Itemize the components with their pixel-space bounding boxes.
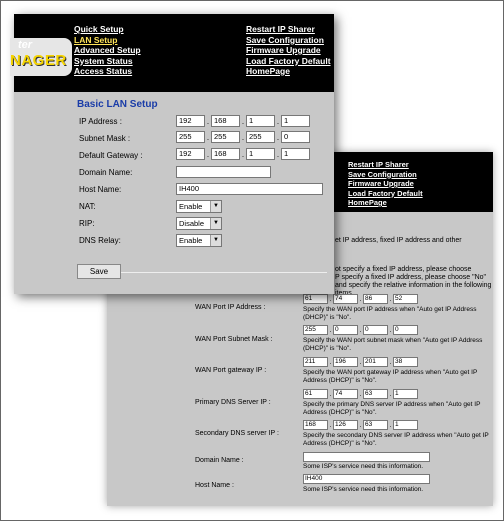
action-load-factory-default[interactable]: Load Factory Default — [246, 55, 331, 66]
wan-domain-name-input[interactable] — [303, 452, 430, 462]
wan-ip-octet-3[interactable]: 86 — [363, 294, 388, 304]
main-nav-menu — [74, 24, 141, 77]
wan-domain-name-label: Domain Name : — [195, 457, 244, 464]
default-gateway-input-group: 192 . 168 . 1 . 1 — [176, 148, 310, 160]
logo-text-bottom: NAGER — [10, 52, 67, 69]
secondary-dns-octet-4[interactable]: 1 — [393, 420, 418, 430]
primary-dns-label: Primary DNS Server IP : — [195, 399, 271, 406]
action-homepage[interactable]: HomePage — [246, 66, 290, 76]
menu-homepage[interactable]: HomePage — [348, 198, 387, 207]
wan-intro-line-4: and specify the relative information in the following — [335, 282, 492, 289]
nat-label: NAT: — [79, 202, 96, 211]
default-gateway-octet-1[interactable]: 192 — [176, 148, 205, 160]
default-gateway-octet-2[interactable]: 168 — [211, 148, 240, 160]
host-name-input[interactable]: IH400 — [176, 183, 323, 195]
ip-address-octet-2[interactable]: 168 — [211, 115, 240, 127]
subnet-mask-label: Subnet Mask : — [79, 134, 131, 143]
wan-ip-help: Specify the WAN port IP address when "Auto get IP Address (DHCP)" is "No". — [303, 306, 477, 321]
wan-gateway-input-group: 211 . 196 . 201 . 38 — [303, 357, 418, 367]
dns-relay-select-value: Enable — [179, 236, 203, 245]
secondary-dns-octet-3[interactable]: 63 — [363, 420, 388, 430]
secondary-dns-help: Specify the secondary DNS server IP address when "Auto get IP Address (DHCP)" is "No". — [303, 432, 489, 447]
primary-dns-octet-1[interactable]: 61 — [303, 389, 328, 399]
domain-name-input[interactable] — [176, 166, 271, 178]
action-firmware-upgrade[interactable]: Firmware Upgrade — [246, 45, 321, 55]
wan-intro-line-2: ot specify a fixed IP address, please choose — [335, 266, 472, 273]
wan-ip-label: WAN Port IP Address : — [195, 304, 266, 311]
menu-restart-ip-sharer[interactable]: Restart IP Sharer — [348, 160, 409, 169]
menu-firmware-upgrade[interactable]: Firmware Upgrade — [348, 179, 414, 188]
ip-address-octet-3[interactable]: 1 — [246, 115, 275, 127]
action-save-configuration[interactable]: Save Configuration — [246, 34, 324, 45]
wan-header-menu — [348, 160, 423, 208]
nav-access-status[interactable]: Access Status — [74, 66, 133, 76]
wan-ip-octet-4[interactable]: 52 — [393, 294, 418, 304]
wan-mask-octet-2[interactable]: 0 — [333, 325, 358, 335]
secondary-dns-label: Secondary DNS server IP : — [195, 430, 279, 437]
default-gateway-label: Default Gateway : — [79, 151, 143, 160]
wan-gateway-octet-3[interactable]: 201 — [363, 357, 388, 367]
default-gateway-octet-3[interactable]: 1 — [246, 148, 275, 160]
action-restart-ip-sharer[interactable]: Restart IP Sharer — [246, 24, 315, 34]
ip-address-octet-4[interactable]: 1 — [281, 115, 310, 127]
ip-address-input-group: 192 . 168 . 1 . 1 — [176, 115, 310, 127]
dns-relay-select[interactable] — [176, 234, 222, 247]
wan-mask-label: WAN Port Subnet Mask : — [195, 336, 273, 343]
wan-intro-line-1: et IP address, fixed IP address and other — [335, 237, 462, 244]
subnet-mask-octet-2[interactable]: 255 — [211, 131, 240, 143]
rip-label: RIP: — [79, 219, 95, 228]
host-name-label: Host Name: — [79, 185, 122, 194]
wan-mask-help: Specify the WAN port subnet mask when "Auto get IP Address (DHCP)" is "No". — [303, 337, 483, 352]
rip-select-value: Disable — [179, 219, 205, 228]
wan-mask-octet-1[interactable]: 255 — [303, 325, 328, 335]
chevron-down-icon[interactable]: ▼ — [210, 201, 221, 212]
wan-ip-octet-1[interactable]: 61 — [303, 294, 328, 304]
page-title: Basic LAN Setup — [77, 99, 158, 110]
primary-dns-input-group: 61 . 74 . 63 . 1 — [303, 389, 418, 399]
wan-host-name-label: Host Name : — [195, 482, 234, 489]
primary-dns-octet-3[interactable]: 63 — [363, 389, 388, 399]
wan-ip-input-group: 61 . 74 . 86 . 52 — [303, 294, 418, 304]
subnet-mask-octet-4[interactable]: 0 — [281, 131, 310, 143]
wan-intro-line-3: P specify a fixed IP address, please choose "No" — [335, 274, 487, 281]
primary-dns-octet-4[interactable]: 1 — [393, 389, 418, 399]
wan-gateway-octet-2[interactable]: 196 — [333, 357, 358, 367]
nav-quick-setup[interactable]: Quick Setup — [74, 24, 124, 34]
secondary-dns-octet-1[interactable]: 168 — [303, 420, 328, 430]
wan-mask-input-group: 255 . 0 . 0 . 0 — [303, 325, 418, 335]
wan-host-name-help: Some ISP's service need this information. — [303, 486, 424, 493]
wan-gateway-octet-4[interactable]: 38 — [393, 357, 418, 367]
rip-select[interactable] — [176, 217, 222, 230]
menu-save-configuration[interactable]: Save Configuration — [348, 169, 417, 179]
chevron-down-icon[interactable]: ▼ — [210, 235, 221, 246]
wan-host-name-input[interactable]: IH400 — [303, 474, 430, 484]
wan-gateway-octet-1[interactable]: 211 — [303, 357, 328, 367]
wan-gateway-help: Specify the WAN port gateway IP address when "Auto get IP Address (DHCP)" is "No". — [303, 369, 478, 384]
chevron-down-icon[interactable]: ▼ — [210, 218, 221, 229]
default-gateway-octet-4[interactable]: 1 — [281, 148, 310, 160]
subnet-mask-octet-1[interactable]: 255 — [176, 131, 205, 143]
ip-address-label: IP Address : — [79, 117, 122, 126]
dns-relay-label: DNS Relay: — [79, 236, 121, 245]
wan-gateway-label: WAN Port gateway IP : — [195, 367, 267, 374]
router-manager-logo — [10, 38, 72, 76]
secondary-dns-octet-2[interactable]: 126 — [333, 420, 358, 430]
wan-domain-name-help: Some ISP's service need this information. — [303, 463, 424, 470]
subnet-mask-octet-3[interactable]: 255 — [246, 131, 275, 143]
nav-system-status[interactable]: System Status — [74, 55, 133, 66]
primary-dns-help: Specify the primary DNS server IP address when "Auto get IP Address (DHCP)" is "No". — [303, 401, 481, 416]
save-button[interactable]: Save — [77, 264, 121, 279]
wan-mask-octet-3[interactable]: 0 — [363, 325, 388, 335]
wan-ip-octet-2[interactable]: 74 — [333, 294, 358, 304]
nav-advanced-setup[interactable]: Advanced Setup — [74, 45, 141, 55]
ip-address-octet-1[interactable]: 192 — [176, 115, 205, 127]
menu-load-factory-default[interactable]: Load Factory Default — [348, 188, 423, 198]
system-action-menu — [246, 24, 331, 77]
nav-lan-setup[interactable]: LAN Setup — [74, 34, 118, 45]
lan-header-bar — [10, 14, 334, 92]
secondary-dns-input-group: 168 . 126 . 63 . 1 — [303, 420, 418, 430]
lan-setup-window — [10, 14, 334, 294]
subnet-mask-input-group: 255 . 255 . 255 . 0 — [176, 131, 310, 143]
nat-select[interactable] — [176, 200, 222, 213]
primary-dns-octet-2[interactable]: 74 — [333, 389, 358, 399]
domain-name-label: Domain Name: — [79, 168, 133, 177]
logo-text-top: ter — [18, 39, 33, 51]
wan-mask-octet-4[interactable]: 0 — [393, 325, 418, 335]
nat-select-value: Enable — [179, 202, 203, 211]
